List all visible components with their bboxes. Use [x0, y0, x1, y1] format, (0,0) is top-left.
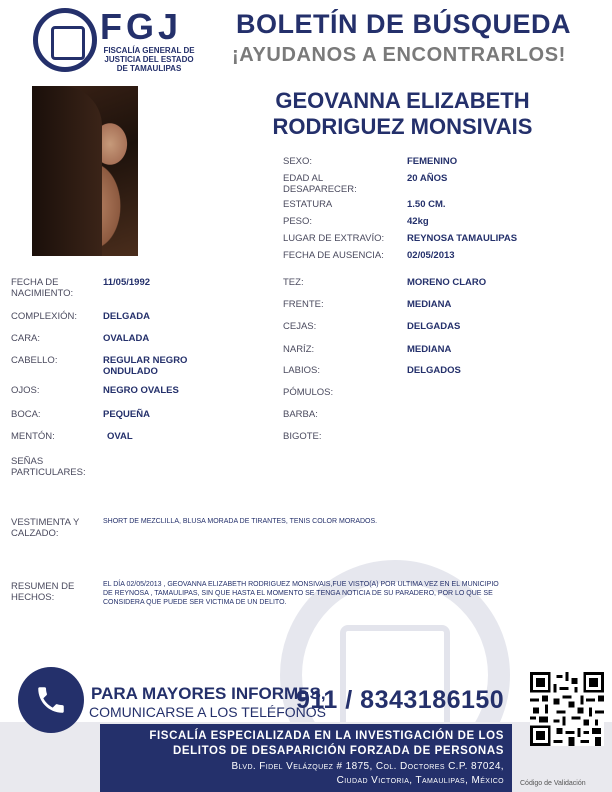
field-label-fecha-ausencia: FECHA DE AUSENCIA:	[283, 250, 384, 261]
fgj-seal-icon	[33, 8, 97, 72]
field-value-sexo: FEMENINO	[407, 156, 458, 167]
phone-icon	[18, 667, 84, 733]
field-label-barba: BARBA:	[283, 409, 318, 420]
field-value-nariz: MEDIANA	[407, 344, 452, 355]
field-value-cabello: REGULAR NEGRO ONDULADO	[103, 355, 188, 377]
summary-text: EL DÍA 02/05/2013 , GEOVANNA ELIZABETH RODRIGUEZ MONSIVAIS,FUE VISTO(A) POR ULTIMA VEZ EN EL MUNICIPIO DE REYNOSA , TAMAULIPAS, SIN QUE HASTA EL MOMENTO SE TENGA NOTICIA DE SU PARADERO, POR LO QUE SE CONSIDERA QUE PUEDE SER VICTIMA DE UN DELITO.	[103, 581, 499, 606]
field-label-boca: BOCA:	[11, 409, 41, 420]
field-value-fecha-ausencia: 02/05/2013	[407, 250, 455, 261]
field-label-nacimiento: FECHA DE NACIMIENTO:	[11, 277, 74, 299]
field-value-complexion: DELGADA	[103, 311, 150, 322]
field-label-bigote: BIGOTE:	[283, 431, 322, 442]
field-value-frente: MEDIANA	[407, 299, 452, 310]
field-label-vestimenta: VESTIMENTA Y CALZADO:	[11, 517, 80, 539]
more-info-heading: PARA MAYORES INFORMES,	[91, 684, 326, 703]
field-value-ojos: NEGRO OVALES	[103, 385, 179, 396]
agency-name-line1: FISCALÍA ESPECIALIZADA EN LA INVESTIGACIÓN DE LOS	[149, 730, 504, 742]
field-value-estatura: 1.50 CM.	[407, 199, 446, 210]
field-value-menton: OVAL	[107, 431, 133, 442]
field-label-tez: TEZ:	[283, 277, 304, 288]
field-value-vestimenta: SHORT DE MEZCLILLA, BLUSA MORADA DE TIRANTES, TENIS COLOR MORADOS.	[103, 518, 378, 525]
field-label-sexo: SEXO:	[283, 156, 313, 167]
agency-name-line2: DELITOS DE DESAPARICIÓN FORZADA DE PERSONAS	[172, 745, 504, 757]
agency-address-line2: Ciudad Victoria, Tamaulipas, México	[336, 775, 504, 786]
bulletin-title: BOLETÍN DE BÚSQUEDA	[236, 9, 572, 39]
agency-address-line1: Blvd. Fidel Velázquez # 1875, Col. Doctores C.P. 87024,	[231, 761, 504, 772]
field-label-cejas: CEJAS:	[283, 321, 317, 332]
watermark-crest-icon	[340, 625, 450, 735]
field-label-cara: CARA:	[11, 333, 41, 344]
field-label-complexion: COMPLEXIÓN:	[11, 311, 77, 322]
logo-text: FGJ	[100, 6, 183, 47]
field-label-senas: SEÑAS PARTICULARES:	[11, 456, 86, 478]
field-value-tez: MORENO CLARO	[407, 277, 487, 288]
qr-caption: Código de Validación	[520, 780, 586, 787]
call-text: COMUNICARSE A LOS TELÉFONOS	[89, 704, 327, 720]
field-value-labios: DELGADOS	[407, 365, 461, 376]
logo-subtitle: FISCALÍA GENERAL DE JUSTICIA DEL ESTADO DE TAMAULIPAS	[103, 46, 195, 73]
field-label-estatura: ESTATURA	[283, 199, 333, 210]
person-name: GEOVANNA ELIZABETH RODRIGUEZ MONSIVAIS	[272, 88, 533, 139]
qr-code-icon[interactable]	[530, 672, 604, 746]
field-value-peso: 42kg	[407, 216, 429, 227]
field-label-lugar: LUGAR DE EXTRAVÍO:	[283, 233, 385, 244]
field-value-nacimiento: 11/05/1992	[103, 277, 151, 288]
field-label-pomulos: PÓMULOS:	[283, 387, 334, 398]
field-value-cejas: DELGADAS	[407, 321, 461, 332]
phone-number[interactable]: 911 / 8343186150	[296, 686, 505, 714]
field-label-ojos: OJOS:	[11, 385, 40, 396]
missing-person-photo	[32, 86, 138, 256]
field-value-edad: 20 AÑOS	[407, 173, 448, 184]
field-label-frente: FRENTE:	[283, 299, 324, 310]
field-value-lugar: REYNOSA TAMAULIPAS	[407, 233, 518, 244]
bulletin-subtitle: ¡AYUDANOS A ENCONTRARLOS!	[232, 44, 566, 66]
field-label-labios: LABIOS:	[283, 365, 320, 376]
field-label-resumen: RESUMEN DE HECHOS:	[11, 581, 75, 603]
field-label-menton: MENTÓN:	[11, 431, 55, 442]
field-label-peso: PESO:	[283, 216, 313, 227]
field-label-cabello: CABELLO:	[11, 355, 58, 366]
field-label-nariz: NARÍZ:	[283, 344, 315, 355]
field-value-cara: OVALADA	[103, 333, 150, 344]
field-label-edad: EDAD AL DESAPARECER:	[283, 173, 357, 195]
field-value-boca: PEQUEÑA	[103, 409, 150, 420]
